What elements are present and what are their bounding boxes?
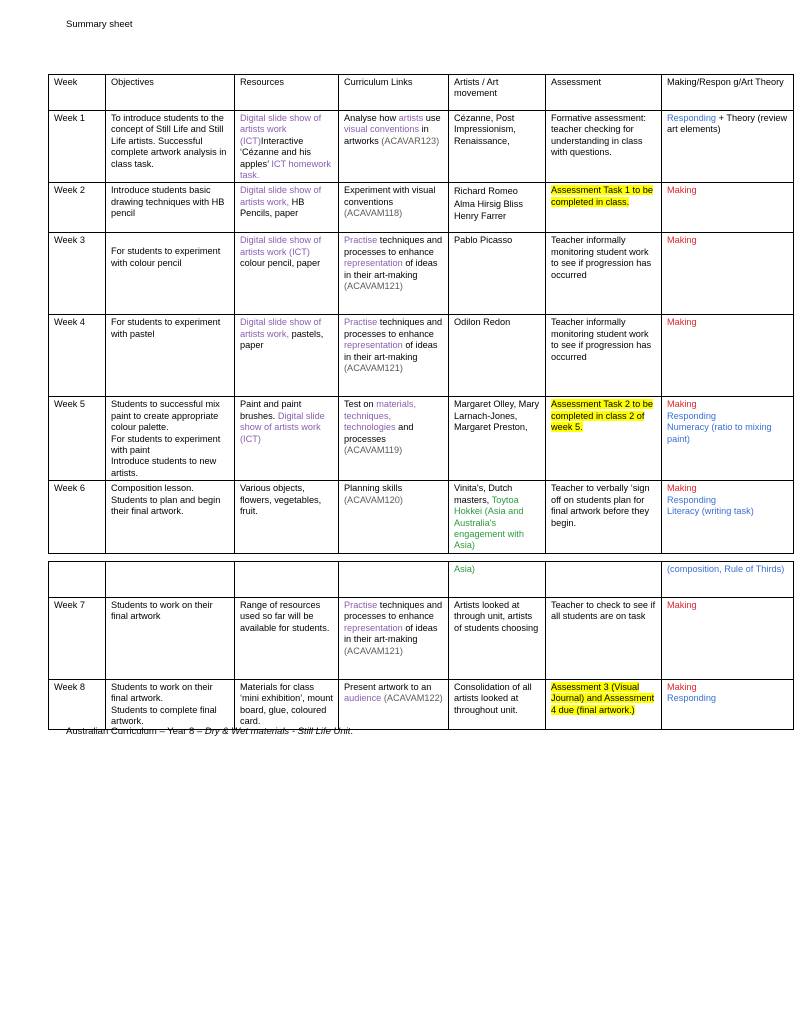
- resource-materials: pastels, paper: [240, 328, 324, 351]
- resources-cell: Various objects, flowers, vegetables, fruit.: [235, 481, 339, 553]
- objectives-cell: For students to experiment with colour pencil: [106, 233, 235, 315]
- table-row-week-3: [49, 233, 794, 315]
- link-text: Analyse how: [344, 113, 397, 123]
- link-keyword: representation: [344, 340, 403, 351]
- making-tag: Making: [667, 185, 697, 196]
- page-title: Summary sheet: [66, 19, 133, 30]
- assessment-cell: Teacher informally monitoring student work to see if progression has occurred: [546, 233, 662, 315]
- resources-cell: [235, 111, 339, 183]
- objective-line: Composition lesson.: [111, 483, 194, 494]
- resource-slideshow: Digital slide show of artists work,: [240, 317, 322, 339]
- responding-tag: Responding: [667, 410, 717, 421]
- resource-interactive: Interactive ‘Cézanne and his apples’: [240, 135, 311, 169]
- link-keyword: representation: [344, 622, 403, 633]
- artists-cell: Odilon Redon: [449, 315, 546, 397]
- link-text: of ideas in their art-making: [344, 622, 438, 645]
- numeracy-tag: Numeracy (ratio to mixing paint): [667, 422, 772, 444]
- link-text: techniques and processes to enhance: [344, 235, 443, 257]
- responding-tag: Responding: [667, 113, 717, 123]
- making-tag: Making: [667, 600, 697, 610]
- link-text: of ideas in their art-making: [344, 258, 438, 280]
- curriculum-code: (ACAVAM121): [344, 645, 403, 656]
- resource-materials: colour pencil, paper: [240, 258, 321, 269]
- resource-slideshow: Digital slide show of artists work: [240, 113, 322, 135]
- footer-prefix: Australian Curriculum – Year 8 –: [66, 726, 203, 737]
- assessment-highlight: Assessment Task 2 to be completed in class 2 of week 5.: [551, 399, 653, 433]
- resource-materials: Paint and paint brushes.: [240, 399, 302, 421]
- table-row-week-6: [49, 481, 794, 553]
- objectives-cell: To introduce students to the concept of Still Life and Still Life artists. Successful complete artwork analysis in class task.: [106, 111, 235, 183]
- week-cell: Week 2: [49, 183, 106, 233]
- artists-cell: Pablo Picasso: [449, 233, 546, 315]
- header-making: Making/Respon g/Art Theory: [662, 75, 794, 111]
- assessment-highlight: Assessment Task 1 to be completed in class.: [551, 185, 653, 207]
- making-cell: [662, 562, 794, 598]
- table-row-week-8: [49, 680, 794, 730]
- artist-name: Alma Hirsig Bliss: [454, 198, 523, 209]
- resources-cell: Materials for class ‘mini exhibition’, mount board, glue, coloured card.: [235, 680, 339, 730]
- artists-cell: [449, 562, 546, 598]
- theory-tag: + Theory (review art elements): [667, 113, 788, 135]
- assessment-cell: [546, 562, 662, 598]
- curriculum-code: (ACAVAM122): [383, 693, 443, 704]
- links-cell: [339, 481, 449, 553]
- links-cell: [339, 598, 449, 680]
- week-cell: Week 4: [49, 315, 106, 397]
- table-row-week-1: [49, 111, 794, 183]
- objectives-cell: [106, 562, 235, 598]
- objective-line: Students to plan and begin their final artwork.: [111, 494, 221, 517]
- resources-cell: Range of resources used so far will be available for students.: [235, 598, 339, 680]
- artists-cell: Consolidation of all artists looked at throughout unit.: [449, 680, 546, 730]
- assessment-cell: Formative assessment: teacher checking for understanding in class with questions.: [546, 111, 662, 183]
- link-text: Planning skills: [344, 483, 403, 494]
- resources-cell: [235, 397, 339, 481]
- resources-cell: [235, 233, 339, 315]
- curriculum-code: (ACAVAR123): [381, 135, 440, 146]
- objective-line: For students to experiment with paint: [111, 433, 221, 456]
- artists-cell: [449, 481, 546, 553]
- week-cell: Week 8: [49, 680, 106, 730]
- asia-link: Asia): [454, 564, 475, 574]
- objective-line: Students to complete final artwork.: [111, 704, 217, 727]
- links-cell: [339, 397, 449, 481]
- link-text: Test on: [344, 399, 374, 410]
- link-text: use: [425, 113, 441, 123]
- link-text: and processes: [344, 422, 414, 444]
- making-cell: [662, 183, 794, 233]
- making-cell: [662, 481, 794, 553]
- asia-link: Toytoa Hokkei (Asia and Australia's engagement with Asia): [454, 494, 524, 551]
- objectives-cell: For students to experiment with pastel: [106, 315, 235, 397]
- objectives-cell: [106, 481, 235, 553]
- objective-line: Students to work on their final artwork.: [111, 682, 213, 704]
- making-tag: Making: [667, 483, 697, 494]
- responding-tag: Responding: [667, 494, 717, 505]
- links-cell: [339, 562, 449, 598]
- footer-unit-title: Dry & Wet materials - Still Life Unit: [204, 726, 351, 737]
- footer-suffix: .: [350, 726, 354, 737]
- artist-name: Richard Romeo: [454, 186, 518, 197]
- making-cell: [662, 233, 794, 315]
- assessment-cell: Teacher to check to see if all students are on task: [546, 598, 662, 680]
- making-tag: Making: [667, 399, 697, 410]
- link-text: techniques and processes to enhance: [344, 317, 443, 339]
- table-row-continuation: [49, 562, 794, 598]
- artists-cell: Artists looked at through unit, artists of students choosing: [449, 598, 546, 680]
- making-cell: [662, 598, 794, 680]
- objectives-cell: [106, 680, 235, 730]
- artist-name: Vinita's, Dutch masters,: [454, 483, 513, 505]
- making-cell: [662, 397, 794, 481]
- links-cell: [339, 680, 449, 730]
- responding-tag: Responding: [667, 693, 717, 704]
- literacy-tag: Literacy (writing task): [667, 506, 754, 517]
- header-row: [49, 75, 794, 111]
- link-keyword: audience: [344, 693, 382, 704]
- resources-cell: [235, 183, 339, 233]
- week-cell: Week 7: [49, 598, 106, 680]
- table-row-week-2: [49, 183, 794, 233]
- week-cell: Week 3: [49, 233, 106, 315]
- resource-materials: HB Pencils, paper: [240, 196, 305, 219]
- links-cell: [339, 233, 449, 315]
- artist-name: Henry Farrer: [454, 211, 507, 222]
- assessment-cell: Teacher to verbally ‘sign off on students plan for final artwork before they begin.: [546, 481, 662, 553]
- objective-line: Students to successful mix paint to create appropriate colour palette.: [111, 399, 220, 433]
- making-cell: [662, 680, 794, 730]
- table-row-week-4: [49, 315, 794, 397]
- summary-table-part-1: [48, 74, 788, 551]
- header-assessment: Assessment: [546, 75, 662, 111]
- summary-table-part-2: [48, 561, 785, 729]
- link-keyword: Practise: [344, 600, 378, 610]
- links-cell: [339, 183, 449, 233]
- link-keyword: Practise: [344, 235, 378, 246]
- page-footer: [66, 726, 353, 737]
- header-resources: Resources: [235, 75, 339, 111]
- link-keyword: visual conventions: [344, 124, 420, 135]
- assessment-cell: [546, 397, 662, 481]
- assessment-highlight: Assessment 3 (Visual Journal) and Assessment 4 due (final artwork.): [551, 682, 655, 715]
- link-keyword: representation: [344, 258, 403, 269]
- resource-slideshow: Digital slide show of artists work,: [240, 185, 322, 207]
- objectives-cell: [106, 397, 235, 481]
- link-text: of ideas in their art-making: [344, 340, 438, 362]
- resource-ict: (ICT): [240, 135, 261, 146]
- link-keyword: Practise: [344, 317, 378, 328]
- making-tag: Making: [667, 682, 697, 692]
- objectives-cell: Students to work on their final artwork: [106, 598, 235, 680]
- making-cell: [662, 315, 794, 397]
- curriculum-code: (ACAVAM119): [344, 445, 403, 456]
- link-text: Experiment with visual conventions: [344, 185, 436, 207]
- week-cell: Week 6: [49, 481, 106, 553]
- assessment-cell: [546, 183, 662, 233]
- assessment-cell: [546, 680, 662, 730]
- links-cell: [339, 315, 449, 397]
- header-artists: Artists / Art movement: [449, 75, 546, 111]
- curriculum-code: (ACAVAM121): [344, 281, 403, 292]
- link-keyword: techniques,: [344, 410, 391, 421]
- week-cell: [49, 562, 106, 598]
- header-objectives: Objectives: [106, 75, 235, 111]
- header-curriculum-links: Curriculum Links: [339, 75, 449, 111]
- resource-slideshow: Digital slide show of artists work (ICT): [240, 235, 322, 257]
- link-keyword: technologies: [344, 422, 396, 433]
- week-cell: Week 1: [49, 111, 106, 183]
- assessment-cell: Teacher informally monitoring student work to see if progression has occurred: [546, 315, 662, 397]
- link-text: in artworks: [344, 124, 429, 146]
- curriculum-code: (ACAVAM121): [344, 363, 403, 374]
- composition-tag: (composition, Rule of Thirds): [667, 564, 785, 574]
- week-cell: Week 5: [49, 397, 106, 481]
- making-tag: Making: [667, 235, 697, 246]
- resources-cell: [235, 315, 339, 397]
- table-row-week-7: [49, 598, 794, 680]
- objectives-cell: Introduce students basic drawing techniques with HB pencil: [106, 183, 235, 233]
- link-keyword: materials,: [376, 399, 417, 410]
- resource-slideshow: Digital slide show of artists work (ICT): [240, 410, 325, 444]
- resource-homework: ICT homework task.: [240, 158, 331, 181]
- artists-cell: Margaret Olley, Mary Larnach-Jones, Margaret Preston,: [449, 397, 546, 481]
- making-tag: Making: [667, 317, 697, 328]
- link-text: techniques and processes to enhance: [344, 600, 443, 622]
- curriculum-code: (ACAVAM118): [344, 208, 403, 219]
- artists-cell: [449, 183, 546, 233]
- making-cell: [662, 111, 794, 183]
- curriculum-code: (ACAVAM120): [344, 494, 403, 505]
- header-week: Week: [49, 75, 106, 111]
- table-row-week-5: [49, 397, 794, 481]
- link-text: Present artwork to an: [344, 682, 432, 692]
- resources-cell: [235, 562, 339, 598]
- artists-cell: Cézanne, Post Impressionism, Renaissance,: [449, 111, 546, 183]
- links-cell: [339, 111, 449, 183]
- link-keyword: artists: [398, 113, 424, 123]
- objective-line: Introduce students to new artists.: [111, 456, 217, 478]
